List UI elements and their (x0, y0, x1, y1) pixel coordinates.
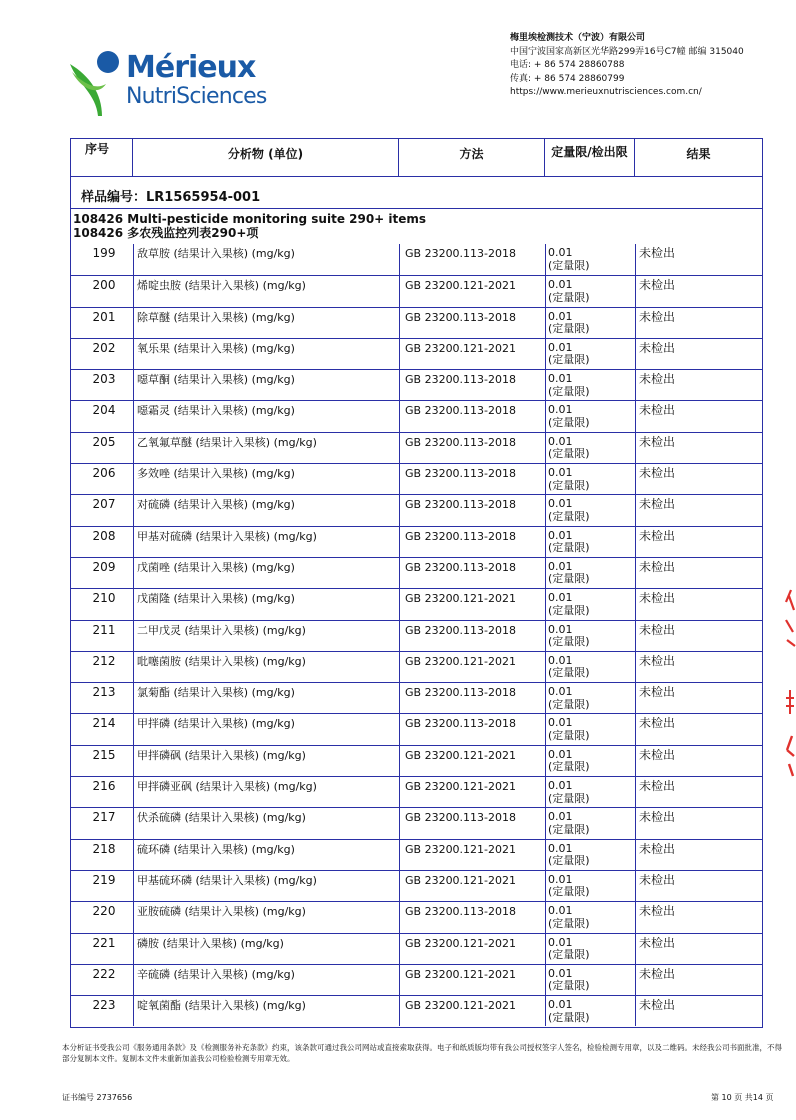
row-analyte: 戊菌唑 (结果计入果核) (mg/kg) (133, 558, 399, 588)
row-analyte: 烯啶虫胺 (结果计入果核) (mg/kg) (133, 276, 399, 306)
row-limit-value: 0.01 (548, 841, 573, 855)
header-result: 结果 (686, 147, 711, 161)
row-result: 未检出 (635, 840, 762, 870)
row-analyte: 甲拌磷砜 (结果计入果核) (mg/kg) (133, 746, 399, 776)
row-analyte: 磷胺 (结果计入果核) (mg/kg) (133, 934, 399, 964)
row-number: 206 (92, 466, 116, 481)
row-number: 218 (92, 841, 116, 856)
table-row (71, 776, 762, 807)
row-limit (545, 339, 635, 369)
row-method: GB 23200.113-2018 (399, 495, 545, 525)
row-limit-type: (定量限) (548, 822, 590, 836)
company-name: 梅里埃检测技术（宁波）有限公司 (510, 33, 646, 43)
row-result: 未检出 (635, 996, 762, 1026)
row-limit (545, 714, 635, 744)
row-limit-value: 0.01 (548, 309, 573, 323)
row-limit-type: (定量限) (548, 885, 590, 899)
row-result: 未检出 (635, 401, 762, 431)
row-limit (545, 840, 635, 870)
logo-text-merieux: Mérieux (126, 50, 256, 85)
row-analyte: 甲基硫环磷 (结果计入果核) (mg/kg) (133, 871, 399, 901)
row-method: GB 23200.121-2021 (399, 996, 545, 1026)
row-result: 未检出 (635, 339, 762, 369)
row-method: GB 23200.113-2018 (399, 244, 545, 275)
row-limit (545, 558, 635, 588)
row-result: 未检出 (635, 746, 762, 776)
table-row (71, 400, 762, 431)
row-method: GB 23200.121-2021 (399, 777, 545, 807)
header-method: 方法 (399, 139, 545, 176)
row-limit (545, 527, 635, 557)
row-limit-type: (定量限) (548, 635, 590, 649)
row-limit-type: (定量限) (548, 447, 590, 461)
row-limit-type: (定量限) (548, 603, 590, 617)
table-row (71, 745, 762, 776)
merieux-logo-icon (68, 44, 128, 118)
table-row (71, 307, 762, 338)
row-number: 202 (92, 340, 116, 355)
row-number: 201 (92, 309, 116, 324)
row-method: GB 23200.121-2021 (399, 746, 545, 776)
row-method: GB 23200.113-2018 (399, 902, 545, 932)
row-result: 未检出 (635, 308, 762, 338)
row-analyte: 多效唑 (结果计入果核) (mg/kg) (133, 464, 399, 494)
table-row (71, 713, 762, 744)
row-number: 211 (92, 622, 116, 637)
row-method: GB 23200.113-2018 (399, 433, 545, 463)
row-analyte: 甲基对硫磷 (结果计入果核) (mg/kg) (133, 527, 399, 557)
row-number: 205 (92, 434, 116, 449)
table-row (71, 588, 762, 619)
row-limit-type: (定量限) (548, 353, 590, 367)
table-row (71, 369, 762, 400)
row-method: GB 23200.113-2018 (399, 401, 545, 431)
row-number: 217 (92, 810, 116, 825)
row-result: 未检出 (635, 965, 762, 995)
suite-title-en: 108426 Multi-pesticide monitoring suite 290+ items (73, 212, 427, 226)
suite-title-cn: 108426 多农残监控列表290+项 (73, 226, 259, 240)
logo-text-nutrisciences: NutriSciences (126, 84, 267, 109)
table-row (71, 901, 762, 932)
row-limit-value: 0.01 (548, 622, 573, 636)
row-method: GB 23200.121-2021 (399, 934, 545, 964)
row-limit (545, 902, 635, 932)
row-analyte: 甲拌磷亚砜 (结果计入果核) (mg/kg) (133, 777, 399, 807)
table-row (71, 839, 762, 870)
row-limit-value: 0.01 (548, 810, 573, 824)
row-number: 222 (92, 966, 116, 981)
row-limit (545, 370, 635, 400)
row-result: 未检出 (635, 934, 762, 964)
row-method: GB 23200.121-2021 (399, 871, 545, 901)
table-row (71, 620, 762, 651)
row-number: 223 (92, 998, 116, 1013)
row-limit (545, 996, 635, 1026)
row-analyte: 敌草胺 (结果计入果核) (mg/kg) (133, 244, 399, 275)
sample-number: 样品编号：LR1565954-001 (71, 177, 762, 209)
row-limit-type: (定量限) (548, 666, 590, 680)
row-limit (545, 683, 635, 713)
row-method: GB 23200.121-2021 (399, 589, 545, 619)
row-analyte: 亚胺硫磷 (结果计入果核) (mg/kg) (133, 902, 399, 932)
row-limit-type: (定量限) (548, 697, 590, 711)
row-limit (545, 244, 635, 275)
certificate-number: 证书编号 2737656 (62, 1093, 133, 1102)
row-result: 未检出 (635, 244, 762, 275)
table-row (71, 244, 762, 275)
table-row (71, 432, 762, 463)
row-analyte: 噁草酮 (结果计入果核) (mg/kg) (133, 370, 399, 400)
row-limit (545, 965, 635, 995)
row-limit-value: 0.01 (548, 966, 573, 980)
table-row (71, 807, 762, 838)
row-limit-type: (定量限) (548, 760, 590, 774)
row-result: 未检出 (635, 714, 762, 744)
row-method: GB 23200.113-2018 (399, 370, 545, 400)
row-method: GB 23200.121-2021 (399, 276, 545, 306)
table-row (71, 964, 762, 995)
seal-stamp-icon (783, 580, 796, 780)
row-limit-type: (定量限) (548, 979, 590, 993)
row-result: 未检出 (635, 808, 762, 838)
row-analyte: 甲拌磷 (结果计入果核) (mg/kg) (133, 714, 399, 744)
table-row (71, 870, 762, 901)
row-limit (545, 308, 635, 338)
row-analyte: 伏杀硫磷 (结果计入果核) (mg/kg) (133, 808, 399, 838)
row-number: 207 (92, 497, 116, 512)
row-limit-type: (定量限) (548, 258, 590, 272)
row-limit (545, 934, 635, 964)
row-limit-value: 0.01 (548, 998, 573, 1012)
row-limit-value: 0.01 (548, 591, 573, 605)
row-limit-value: 0.01 (548, 466, 573, 480)
row-method: GB 23200.113-2018 (399, 527, 545, 557)
row-limit (545, 276, 635, 306)
row-number: 204 (92, 403, 116, 418)
row-limit (545, 433, 635, 463)
row-limit-type: (定量限) (548, 572, 590, 586)
row-method: GB 23200.113-2018 (399, 714, 545, 744)
row-result: 未检出 (635, 464, 762, 494)
row-number: 220 (92, 904, 116, 919)
row-result: 未检出 (635, 370, 762, 400)
row-limit-value: 0.01 (548, 246, 573, 259)
row-limit (545, 401, 635, 431)
header-no: 序号 (71, 139, 133, 176)
table-body (71, 244, 762, 1026)
row-limit-type: (定量限) (548, 916, 590, 930)
company-info (510, 32, 790, 100)
row-method: GB 23200.113-2018 (399, 308, 545, 338)
row-number: 210 (92, 591, 116, 606)
row-result: 未检出 (635, 902, 762, 932)
row-result: 未检出 (635, 871, 762, 901)
row-number: 212 (92, 653, 116, 668)
row-analyte: 二甲戊灵 (结果计入果核) (mg/kg) (133, 621, 399, 651)
row-limit-type: (定量限) (548, 541, 590, 555)
row-limit-type: (定量限) (548, 509, 590, 523)
row-limit (545, 871, 635, 901)
row-result: 未检出 (635, 621, 762, 651)
row-limit-value: 0.01 (548, 372, 573, 386)
company-phone: 电话: + 86 574 28860788 (510, 60, 625, 70)
table-row (71, 933, 762, 964)
row-limit-value: 0.01 (548, 340, 573, 354)
table-row (71, 682, 762, 713)
row-analyte: 硫环磷 (结果计入果核) (mg/kg) (133, 840, 399, 870)
row-result: 未检出 (635, 527, 762, 557)
row-number: 199 (92, 246, 116, 260)
row-analyte: 啶氧菌酯 (结果计入果核) (mg/kg) (133, 996, 399, 1026)
row-analyte: 氯菊酯 (结果计入果核) (mg/kg) (133, 683, 399, 713)
row-result: 未检出 (635, 495, 762, 525)
header-analyte: 分析物 (单位) (133, 139, 399, 176)
header-limit: 定量限/检出限 (545, 139, 635, 176)
row-method: GB 23200.121-2021 (399, 339, 545, 369)
table-row (71, 526, 762, 557)
row-limit-type: (定量限) (548, 728, 590, 742)
row-analyte: 吡噻菌胺 (结果计入果核) (mg/kg) (133, 652, 399, 682)
page-number: 第 10 页 共14 页 (711, 1093, 774, 1102)
results-table (70, 138, 763, 1028)
row-analyte: 氧乐果 (结果计入果核) (mg/kg) (133, 339, 399, 369)
row-result: 未检出 (635, 589, 762, 619)
row-method: GB 23200.113-2018 (399, 621, 545, 651)
row-limit-type: (定量限) (548, 290, 590, 304)
row-method: GB 23200.113-2018 (399, 808, 545, 838)
footer-note: 本分析证书受我公司《服务通用条款》及《检测服务补充条款》约束，该条款可通过我公司网站或直接索取获得。电子和纸质版均带有我公司授权签字人签名，检验检测专用章，以及二维码。未经我公司书面批准，不得部分复制本文件。复制本文件未重新加盖我公司检验检测专用章无效。 (62, 1043, 782, 1063)
row-analyte: 噁霜灵 (结果计入果核) (mg/kg) (133, 401, 399, 431)
row-result: 未检出 (635, 433, 762, 463)
table-row (71, 651, 762, 682)
row-number: 209 (92, 559, 116, 574)
row-analyte: 除草醚 (结果计入果核) (mg/kg) (133, 308, 399, 338)
table-row (71, 494, 762, 525)
row-number: 216 (92, 779, 116, 794)
row-limit (545, 746, 635, 776)
row-limit-value: 0.01 (548, 559, 573, 573)
test-suite (73, 212, 426, 240)
company-address: 中国宁波国家高新区光华路299弄16号C7幢 邮编 315040 (510, 46, 744, 57)
row-limit-type: (定量限) (548, 948, 590, 962)
row-result: 未检出 (635, 683, 762, 713)
table-row (71, 338, 762, 369)
row-limit-value: 0.01 (548, 935, 573, 949)
row-limit-value: 0.01 (548, 528, 573, 542)
row-limit (545, 777, 635, 807)
row-limit-type: (定量限) (548, 1010, 590, 1024)
row-limit-value: 0.01 (548, 653, 573, 667)
company-website[interactable]: https://www.merieuxnutrisciences.com.cn/ (510, 87, 702, 97)
row-limit (545, 621, 635, 651)
row-number: 219 (92, 872, 116, 887)
row-limit-value: 0.01 (548, 403, 573, 417)
row-limit-type: (定量限) (548, 384, 590, 398)
row-number: 215 (92, 747, 116, 762)
row-limit (545, 589, 635, 619)
row-limit-value: 0.01 (548, 904, 573, 918)
row-limit (545, 808, 635, 838)
row-limit-type: (定量限) (548, 415, 590, 429)
row-limit (545, 495, 635, 525)
row-number: 208 (92, 528, 116, 543)
company-logo (68, 44, 273, 118)
row-limit (545, 464, 635, 494)
row-method: GB 23200.121-2021 (399, 965, 545, 995)
row-limit-value: 0.01 (548, 872, 573, 886)
row-method: GB 23200.113-2018 (399, 464, 545, 494)
row-limit-value: 0.01 (548, 685, 573, 699)
row-number: 214 (92, 716, 116, 731)
row-result: 未检出 (635, 276, 762, 306)
row-limit-value: 0.01 (548, 278, 573, 292)
row-result: 未检出 (635, 652, 762, 682)
table-row (71, 463, 762, 494)
row-limit (545, 652, 635, 682)
row-method: GB 23200.121-2021 (399, 652, 545, 682)
row-number: 213 (92, 685, 116, 700)
row-limit-type: (定量限) (548, 322, 590, 336)
company-fax: 传真: + 86 574 28860799 (510, 73, 625, 84)
row-limit-type: (定量限) (548, 791, 590, 805)
row-number: 200 (92, 278, 116, 293)
table-header (71, 139, 762, 177)
row-method: GB 23200.113-2018 (399, 558, 545, 588)
row-analyte: 对硫磷 (结果计入果核) (mg/kg) (133, 495, 399, 525)
row-analyte: 乙氧氟草醚 (结果计入果核) (mg/kg) (133, 433, 399, 463)
table-row (71, 995, 762, 1026)
row-limit-value: 0.01 (548, 716, 573, 730)
row-limit-value: 0.01 (548, 497, 573, 511)
row-result: 未检出 (635, 777, 762, 807)
row-limit-value: 0.01 (548, 779, 573, 793)
row-method: GB 23200.121-2021 (399, 840, 545, 870)
row-analyte: 戊菌隆 (结果计入果核) (mg/kg) (133, 589, 399, 619)
row-number: 221 (92, 935, 116, 950)
table-row (71, 557, 762, 588)
table-row (71, 275, 762, 306)
row-limit-type: (定量限) (548, 854, 590, 868)
row-limit-type: (定量限) (548, 478, 590, 492)
row-method: GB 23200.113-2018 (399, 683, 545, 713)
row-limit-value: 0.01 (548, 434, 573, 448)
row-result: 未检出 (635, 558, 762, 588)
row-limit-value: 0.01 (548, 747, 573, 761)
row-analyte: 辛硫磷 (结果计入果核) (mg/kg) (133, 965, 399, 995)
row-number: 203 (92, 372, 116, 387)
